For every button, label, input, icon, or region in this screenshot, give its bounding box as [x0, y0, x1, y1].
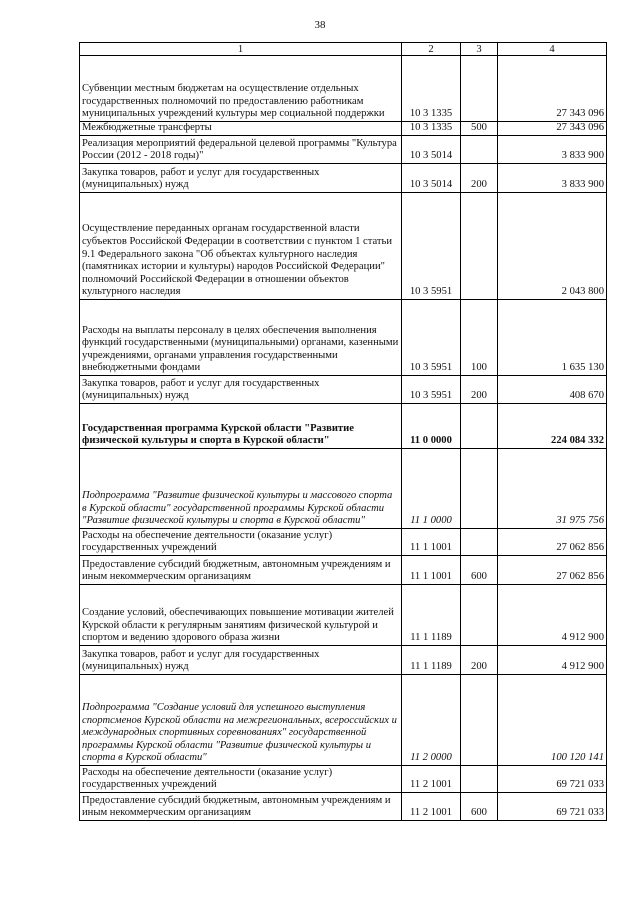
row-expense-type [461, 404, 498, 449]
row-code: 11 2 1001 [402, 793, 461, 821]
row-amount: 3 833 900 [498, 164, 607, 193]
row-expense-type [461, 136, 498, 164]
row-name: Подпрограмма "Развитие физической культуры и массового спорта в Курской области" государственной программы Курской области "Развитие физической культуры и спорта в Курской области" [80, 449, 402, 529]
row-code: 11 2 0000 [402, 675, 461, 766]
table-row [80, 675, 607, 766]
table-row [80, 122, 607, 136]
row-expense-type: 200 [461, 646, 498, 675]
row-amount: 27 062 856 [498, 556, 607, 585]
row-name: Межбюджетные трансферты [80, 122, 402, 136]
row-expense-type: 200 [461, 164, 498, 193]
row-name: Подпрограмма "Создание условий для успешного выступления спортсменов Курской области на межрегиональных, всероссийских и международных спортивных соревнованиях" государственной программы Курской области "Развитие физической культуры и спорта в Курской области" [80, 675, 402, 766]
page-number: 38 [314, 19, 326, 31]
row-code: 10 3 5014 [402, 164, 461, 193]
row-expense-type: 600 [461, 556, 498, 585]
row-code: 11 1 1189 [402, 646, 461, 675]
row-name: Осуществление переданных органам государственной власти субъектов Российской Федерации в соответствии с пунктом 1 статьи 9.1 Федерального закона "Об объектах культурного наследия (памятниках истории и культуры) народов Российской Федерации" полномочий Российской Федерации в отношении объектов культурного наследия [80, 193, 402, 300]
row-expense-type [461, 585, 498, 646]
table-row [80, 646, 607, 675]
table-row [80, 766, 607, 793]
row-amount: 4 912 900 [498, 646, 607, 675]
row-code: 11 1 1189 [402, 585, 461, 646]
table-row [80, 164, 607, 193]
row-expense-type [461, 675, 498, 766]
row-code: 11 0 0000 [402, 404, 461, 449]
row-amount: 408 670 [498, 376, 607, 404]
row-name: Реализация мероприятий федеральной целевой программы "Культура России (2012 - 2018 годы)" [80, 136, 402, 164]
row-code: 11 1 1001 [402, 529, 461, 556]
row-code: 11 2 1001 [402, 766, 461, 793]
row-name: Субвенции местным бюджетам на осуществление отдельных государственных полномочий по предоставлению работникам муниципальных учреждений культуры мер социальной поддержки [80, 56, 402, 122]
header-col-2: 2 [402, 43, 461, 56]
row-amount: 69 721 033 [498, 766, 607, 793]
row-amount: 27 343 096 [498, 122, 607, 136]
row-name: Закупка товаров, работ и услуг для государственных (муниципальных) нужд [80, 164, 402, 193]
row-amount: 224 084 332 [498, 404, 607, 449]
row-expense-type: 200 [461, 376, 498, 404]
row-expense-type [461, 766, 498, 793]
row-amount: 1 635 130 [498, 300, 607, 376]
table-row [80, 793, 607, 821]
row-code: 10 3 5951 [402, 300, 461, 376]
header-col-3: 3 [461, 43, 498, 56]
row-code: 10 3 1335 [402, 56, 461, 122]
row-code: 11 1 1001 [402, 556, 461, 585]
table-row [80, 556, 607, 585]
row-name: Предоставление субсидий бюджетным, автономным учреждениям и иным некоммерческим организациям [80, 793, 402, 821]
row-code: 11 1 0000 [402, 449, 461, 529]
table-row [80, 585, 607, 646]
row-amount: 31 975 756 [498, 449, 607, 529]
row-amount: 27 062 856 [498, 529, 607, 556]
row-name: Закупка товаров, работ и услуг для государственных (муниципальных) нужд [80, 376, 402, 404]
budget-table [79, 42, 607, 821]
row-amount: 69 721 033 [498, 793, 607, 821]
row-expense-type: 600 [461, 793, 498, 821]
row-name: Государственная программа Курской области "Развитие физической культуры и спорта в Курской области" [80, 404, 402, 449]
row-expense-type [461, 193, 498, 300]
table-row [80, 300, 607, 376]
row-amount: 27 343 096 [498, 56, 607, 122]
row-name: Закупка товаров, работ и услуг для государственных (муниципальных) нужд [80, 646, 402, 675]
row-expense-type: 500 [461, 122, 498, 136]
row-expense-type [461, 56, 498, 122]
row-amount: 100 120 141 [498, 675, 607, 766]
row-name: Расходы на обеспечение деятельности (оказание услуг) государственных учреждений [80, 529, 402, 556]
table-row [80, 529, 607, 556]
table-row [80, 404, 607, 449]
table-row [80, 136, 607, 164]
row-name: Предоставление субсидий бюджетным, автономным учреждениям и иным некоммерческим организациям [80, 556, 402, 585]
row-code: 10 3 5014 [402, 136, 461, 164]
row-amount: 4 912 900 [498, 585, 607, 646]
row-code: 10 3 5951 [402, 193, 461, 300]
row-name: Расходы на выплаты персоналу в целях обеспечения выполнения функций государственными (муниципальными) органами, казенными учреждениями, органами управления государственными внебюджетными фондами [80, 300, 402, 376]
table-row [80, 56, 607, 122]
row-amount: 2 043 800 [498, 193, 607, 300]
row-name: Создание условий, обеспечивающих повышение мотивации жителей Курской области к регулярным занятиям физической культурой и спортом и ведению здорового образа жизни [80, 585, 402, 646]
row-code: 10 3 1335 [402, 122, 461, 136]
table-row [80, 449, 607, 529]
header-col-4: 4 [498, 43, 607, 56]
header-col-1: 1 [80, 43, 402, 56]
row-expense-type: 100 [461, 300, 498, 376]
row-expense-type [461, 529, 498, 556]
header-row [80, 43, 607, 56]
row-code: 10 3 5951 [402, 376, 461, 404]
table-row [80, 376, 607, 404]
row-name: Расходы на обеспечение деятельности (оказание услуг) государственных учреждений [80, 766, 402, 793]
row-amount: 3 833 900 [498, 136, 607, 164]
row-expense-type [461, 449, 498, 529]
table-row [80, 193, 607, 300]
